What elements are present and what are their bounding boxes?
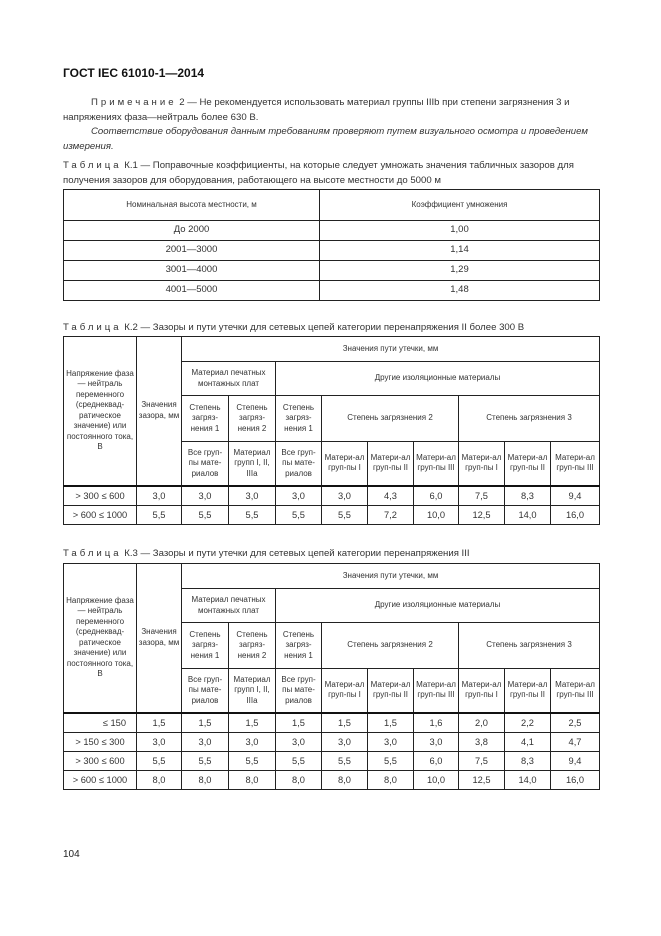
header-group: Все груп-пы мате-риалов — [276, 669, 322, 713]
cell: 3,0 — [229, 486, 276, 506]
cell: 14,0 — [505, 506, 551, 525]
cell: 14,0 — [505, 771, 551, 790]
cell: 9,4 — [551, 486, 600, 506]
cell: > 300 ≤ 600 — [64, 486, 137, 506]
cell: 5,5 — [137, 506, 182, 525]
compliance-paragraph — [63, 124, 599, 154]
header-clearance: Значения зазора, мм — [137, 564, 182, 713]
table-k3-caption — [63, 546, 599, 561]
cell: > 600 ≤ 1000 — [64, 771, 137, 790]
header-altitude: Номинальная высота местности, м — [64, 190, 320, 221]
cell: 8,3 — [505, 486, 551, 506]
header-other-materials: Другие изоляционные материалы — [276, 589, 600, 623]
header-creepage: Значения пути утечки, мм — [182, 337, 600, 362]
cell: 1,29 — [320, 261, 600, 281]
cell: 8,3 — [505, 752, 551, 771]
header-pd1-pcb: Степень загряз-нения 1 — [182, 396, 229, 442]
caption-text: К.3 — Зазоры и пути утечки для сетевых цепей категории перенапряжения III — [121, 548, 470, 559]
cell: 1,48 — [320, 281, 600, 301]
cell: 3,0 — [182, 733, 229, 752]
header-pd1-pcb: Степень загряз-нения 1 — [182, 623, 229, 669]
table-header-row — [64, 190, 600, 221]
cell: 3,0 — [368, 733, 414, 752]
cell: 5,5 — [322, 752, 368, 771]
header-group: Материал групп I, II, IIIa — [229, 669, 276, 713]
compliance-text: Соответствие оборудования данным требованиям проверяют путем визуального осмотра и проведением измерения. — [63, 126, 588, 152]
header-group: Матери-ал груп-пы I — [322, 669, 368, 713]
table-row — [64, 241, 600, 261]
header-pd2-pcb: Степень загряз-нения 2 — [229, 396, 276, 442]
cell: 10,0 — [414, 771, 459, 790]
cell: 8,0 — [276, 771, 322, 790]
page-number: 104 — [63, 849, 80, 860]
header-pd1-other: Степень загряз-нения 1 — [276, 396, 322, 442]
header-pcb: Материал печатных монтажных плат — [182, 362, 276, 396]
cell: 3,8 — [459, 733, 505, 752]
cell: До 2000 — [64, 221, 320, 241]
header-group: Матери-ал груп-пы III — [551, 669, 600, 713]
cell: 4,7 — [551, 733, 600, 752]
note-text: 2 — Не рекомендуется использовать материал группы IIIb при степени загрязнения 3 и напряжениях фаза—нейтраль более 630 В. — [63, 97, 570, 123]
cell: 2,5 — [551, 713, 600, 733]
note-2 — [63, 95, 599, 125]
table-row — [64, 713, 600, 733]
cell: 5,5 — [368, 752, 414, 771]
header-group: Матери-ал груп-пы III — [551, 442, 600, 486]
header-creepage: Значения пути утечки, мм — [182, 564, 600, 589]
header-group: Матери-ал груп-пы III — [414, 442, 459, 486]
cell: 3001—4000 — [64, 261, 320, 281]
cell: > 600 ≤ 1000 — [64, 506, 137, 525]
table-k2 — [63, 336, 600, 525]
cell: 2001—3000 — [64, 241, 320, 261]
cell: 3,0 — [322, 733, 368, 752]
cell: 12,5 — [459, 771, 505, 790]
table-row — [64, 486, 600, 506]
cell: 16,0 — [551, 771, 600, 790]
table-k2-caption — [63, 320, 599, 335]
cell: 3,0 — [276, 733, 322, 752]
cell: 1,5 — [276, 713, 322, 733]
cell: 3,0 — [182, 486, 229, 506]
cell: 1,5 — [322, 713, 368, 733]
header-pd3: Степень загрязнения 3 — [459, 623, 600, 669]
cell: ≤ 150 — [64, 713, 137, 733]
header-group: Матери-ал груп-пы II — [505, 669, 551, 713]
header-other-materials: Другие изоляционные материалы — [276, 362, 600, 396]
header-group: Матери-ал груп-пы I — [459, 669, 505, 713]
cell: 7,2 — [368, 506, 414, 525]
header-group: Матери-ал груп-пы I — [322, 442, 368, 486]
cell: 1,6 — [414, 713, 459, 733]
cell: 6,0 — [414, 752, 459, 771]
cell: 7,5 — [459, 486, 505, 506]
header-group: Все груп-пы мате-риалов — [182, 442, 229, 486]
note-label: Примечание — [91, 97, 177, 108]
cell: 2,2 — [505, 713, 551, 733]
header-group: Материал групп I, II, IIIa — [229, 442, 276, 486]
header-group: Матери-ал груп-пы II — [368, 669, 414, 713]
cell: 5,5 — [182, 506, 229, 525]
header-group: Матери-ал груп-пы II — [505, 442, 551, 486]
cell: 1,5 — [182, 713, 229, 733]
table-k1-caption — [63, 158, 599, 188]
cell: > 150 ≤ 300 — [64, 733, 137, 752]
table-row — [64, 752, 600, 771]
document-title: ГОСТ IEC 61010-1—2014 — [63, 66, 205, 80]
caption-text: К.2 — Зазоры и пути утечки для сетевых цепей категории перенапряжения II более 300 В — [121, 322, 525, 333]
cell: 3,0 — [137, 733, 182, 752]
caption-label: Таблица — [63, 160, 122, 171]
cell: 12,5 — [459, 506, 505, 525]
cell: 6,0 — [414, 486, 459, 506]
header-group: Матери-ал груп-пы III — [414, 669, 459, 713]
cell: 5,5 — [137, 752, 182, 771]
cell: 1,5 — [229, 713, 276, 733]
header-pd3: Степень загрязнения 3 — [459, 396, 600, 442]
cell: 3,0 — [322, 486, 368, 506]
cell: 5,5 — [276, 752, 322, 771]
cell: 8,0 — [182, 771, 229, 790]
cell: 4,1 — [505, 733, 551, 752]
table-row — [64, 261, 600, 281]
cell: 1,5 — [368, 713, 414, 733]
cell: 5,5 — [322, 506, 368, 525]
header-multiplier: Коэффициент умножения — [320, 190, 600, 221]
cell: 8,0 — [137, 771, 182, 790]
header-group: Все груп-пы мате-риалов — [182, 669, 229, 713]
table-row — [64, 281, 600, 301]
cell: 1,00 — [320, 221, 600, 241]
table-k3 — [63, 563, 600, 790]
table-row — [64, 771, 600, 790]
cell: 3,0 — [137, 486, 182, 506]
cell: 5,5 — [229, 752, 276, 771]
cell: 4,3 — [368, 486, 414, 506]
header-pd2: Степень загрязнения 2 — [322, 396, 459, 442]
cell: 5,5 — [229, 506, 276, 525]
cell: 1,14 — [320, 241, 600, 261]
cell: 9,4 — [551, 752, 600, 771]
cell: 5,5 — [182, 752, 229, 771]
cell: 7,5 — [459, 752, 505, 771]
header-pd2: Степень загрязнения 2 — [322, 623, 459, 669]
caption-label: Таблица — [63, 548, 122, 559]
header-group: Матери-ал груп-пы I — [459, 442, 505, 486]
table-row — [64, 733, 600, 752]
caption-text: К.1 — Поправочные коэффициенты, на которые следует умножать значения табличных зазоров для получения зазоров для оборудования, работающего на высоте местности до 5000 м — [63, 160, 574, 186]
cell: 1,5 — [137, 713, 182, 733]
cell: > 300 ≤ 600 — [64, 752, 137, 771]
cell: 4001—5000 — [64, 281, 320, 301]
cell: 8,0 — [229, 771, 276, 790]
cell: 3,0 — [276, 486, 322, 506]
table-row — [64, 506, 600, 525]
header-pcb: Материал печатных монтажных плат — [182, 589, 276, 623]
cell: 5,5 — [276, 506, 322, 525]
header-voltage: Напряжение фаза— нейтраль переменного (среднеквад-ратическое значение) или постоянного тока, В — [64, 337, 137, 486]
cell: 3,0 — [414, 733, 459, 752]
header-group: Все груп-пы мате-риалов — [276, 442, 322, 486]
cell: 10,0 — [414, 506, 459, 525]
header-clearance: Значения зазора, мм — [137, 337, 182, 486]
table-row — [64, 221, 600, 241]
header-pd1-other: Степень загряз-нения 1 — [276, 623, 322, 669]
header-group: Матери-ал груп-пы II — [368, 442, 414, 486]
cell: 16,0 — [551, 506, 600, 525]
cell: 3,0 — [229, 733, 276, 752]
header-voltage: Напряжение фаза— нейтраль переменного (среднеквад-ратическое значение) или постоянного тока, В — [64, 564, 137, 713]
cell: 2,0 — [459, 713, 505, 733]
caption-label: Таблица — [63, 322, 122, 333]
table-k1 — [63, 189, 600, 301]
cell: 8,0 — [322, 771, 368, 790]
cell: 8,0 — [368, 771, 414, 790]
header-pd2-pcb: Степень загряз-нения 2 — [229, 623, 276, 669]
